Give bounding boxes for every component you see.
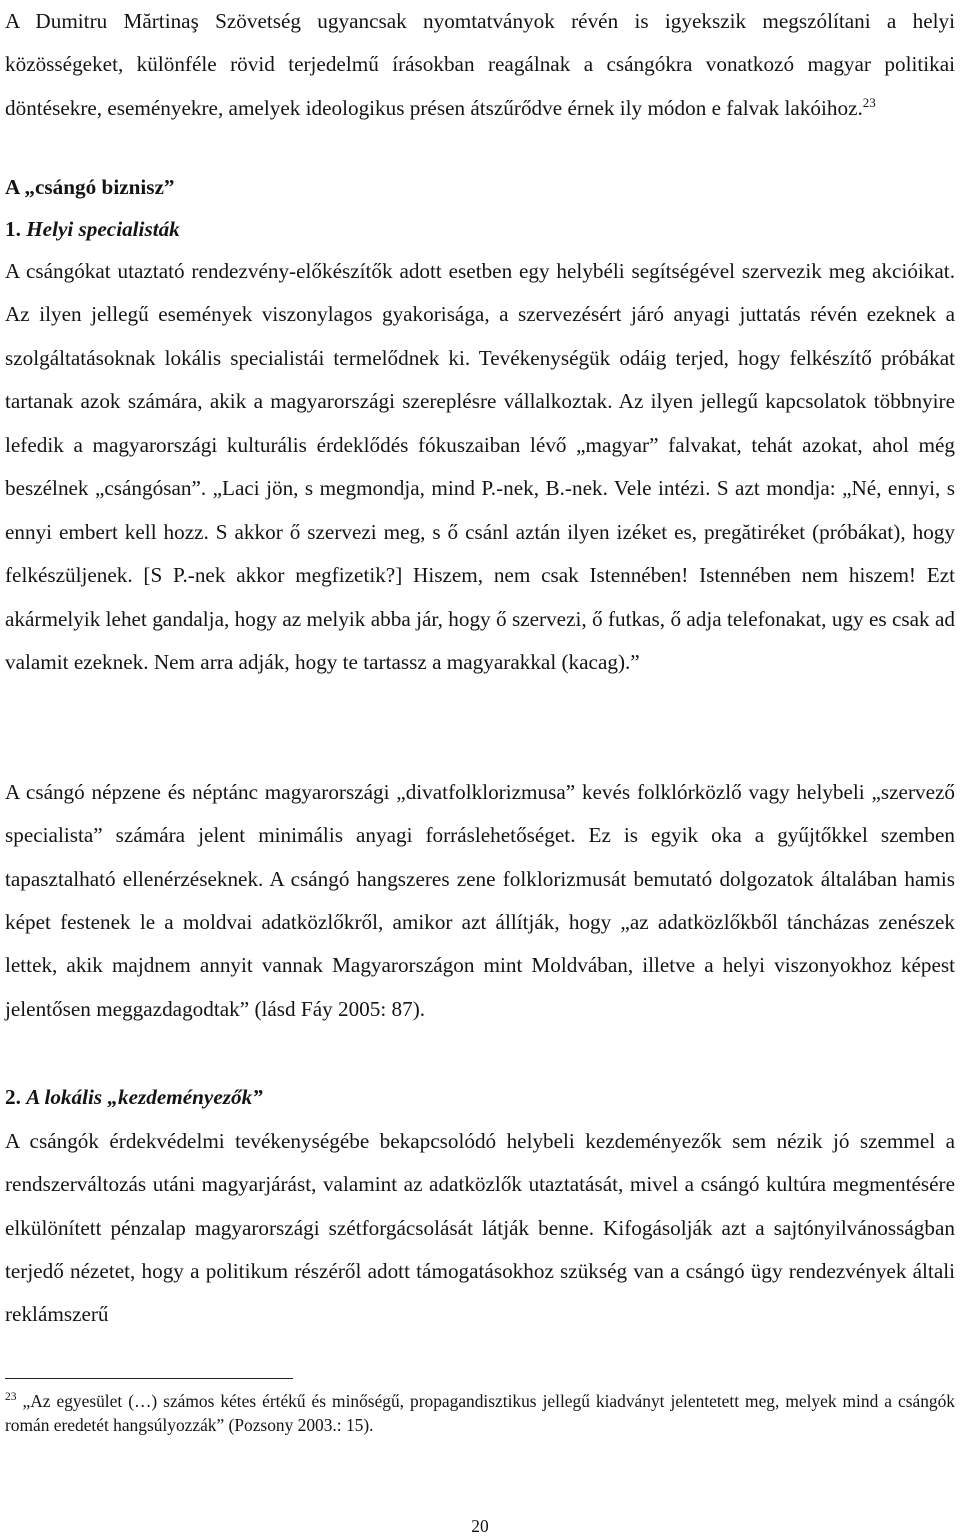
section-heading: A „csángó biznisz” xyxy=(5,175,175,199)
footnote xyxy=(5,1389,955,1437)
page-number: 20 xyxy=(471,1516,489,1536)
intro-paragraph-text: A Dumitru Mărtinaş Szövetség ugyancsak nyomtatványok révén is igyekszik megszólítani a helyi közösségeket, különféle rövid terjedelmű írásokban reagálnak a csángókra vonatkozó magyar politikai döntésekre, eseményekre, amelyek ideologikus présen átszűrődve érnek ily módon e falvak lakóihoz. xyxy=(5,9,955,120)
intro-paragraph xyxy=(5,0,955,130)
footnote-number: 23 xyxy=(5,1391,17,1404)
body-paragraph: A csángó népzene és néptánc magyarországi „divatfolklorizmusa” kevés folklórközlő vagy helybeli „szervező specialista” számára jelent minimális anyagi forráslehetőséget. Ez is egyik oka a gyűjtőkkel szemben tapasztalható ellenérzéseknek. A csángó hangszeres zene folklorizmusát bemutató dolgozatok általában hamis képet festenek le a moldvai adatközlőkről, amikor azt állítják, hogy „az adatközlőkből táncházas zenészek lettek, akik majdnem annyit vannak Magyarországon mint Moldvában, illetve a helyi viszonyokhoz képest jelentősen meggazdagodtak” (lásd Fáy 2005: 87). xyxy=(5,780,955,1021)
body-paragraph: A csángókat utaztató rendezvény-előkészítők adott esetben egy helybéli segítségével szervezik meg akcióikat. Az ilyen jellegű események viszonylagos gyakorisága, a szervezésért járó anyagi juttatás révén ezeknek a szolgáltatásoknak lokális specialistái termelődnek ki. Tevékenységük odáig terjed, hogy felkészítő próbákat tartanak azok számára, akik a magyarországi szereplésre vállalkoztak. Az ilyen jellegű kapcsolatok többnyire lefedik a magyarországi kulturális érdeklődés fókuszaiban lévő „magyar” falvakat, tehát azokat, ahol még beszélnek „csángósan”. „Laci jön, s megmondja, mind P.-nek, B.-nek. Vele intézi. S azt mondja: „Né, ennyi, s ennyi embert kell hozz. S akkor ő szervezi meg, s ő csánl aztán ilyen izéket es, pregătiréket (próbákat), hogy felkészüljenek. [S P.-nek akkor megfizetik?] Hiszem, nem csak Istennében! Istennében nem hiszem! Ezt akármelyik lehet gandalja, hogy az melyik abba jár, hogy ő szervezi, ő futkas, ő adja telefonakat, ugy es csak ad valamit ezeknek. Nem arra adják, hogy te tartassz a magyarakkal (kacag).” xyxy=(5,259,955,675)
subsection-number: 1. xyxy=(5,217,21,241)
footnote-separator xyxy=(5,1378,293,1379)
subsection-heading-2 xyxy=(5,1077,263,1117)
body-paragraph: A csángók érdekvédelmi tevékenységébe bekapcsolódó helybeli kezdeményezők sem nézik jó szemmel a rendszerváltozás utáni magyarjárást, valamint az adatközlők utaztatását, mivel a csángó kultúra megmentésére elkülönített pénzalap magyarországi szétforgácsolását látják benne. Kifogásolják azt a sajtónyilvánosságban terjedő nézetet, hogy a politikum részéről adott támogatásokhoz szükség van a csángó ügy rendezvények általi reklámszerű xyxy=(5,1129,955,1327)
subsection-number: 2. xyxy=(5,1085,21,1109)
footnote-text: „Az egyesület (…) számos kétes értékű és minőségű, propagandisztikus jellegű kiadványt jelentetett meg, melyek mind a csángók román eredetét hangsúlyozzák” (Pozsony 2003.: 15). xyxy=(5,1391,955,1435)
footnote-reference[interactable]: 23 xyxy=(862,94,876,110)
subsection-title: Helyi specialisták xyxy=(26,217,180,241)
subsection-heading-1 xyxy=(5,209,180,249)
subsection-title: A lokális „kezdeményezők” xyxy=(26,1085,263,1109)
